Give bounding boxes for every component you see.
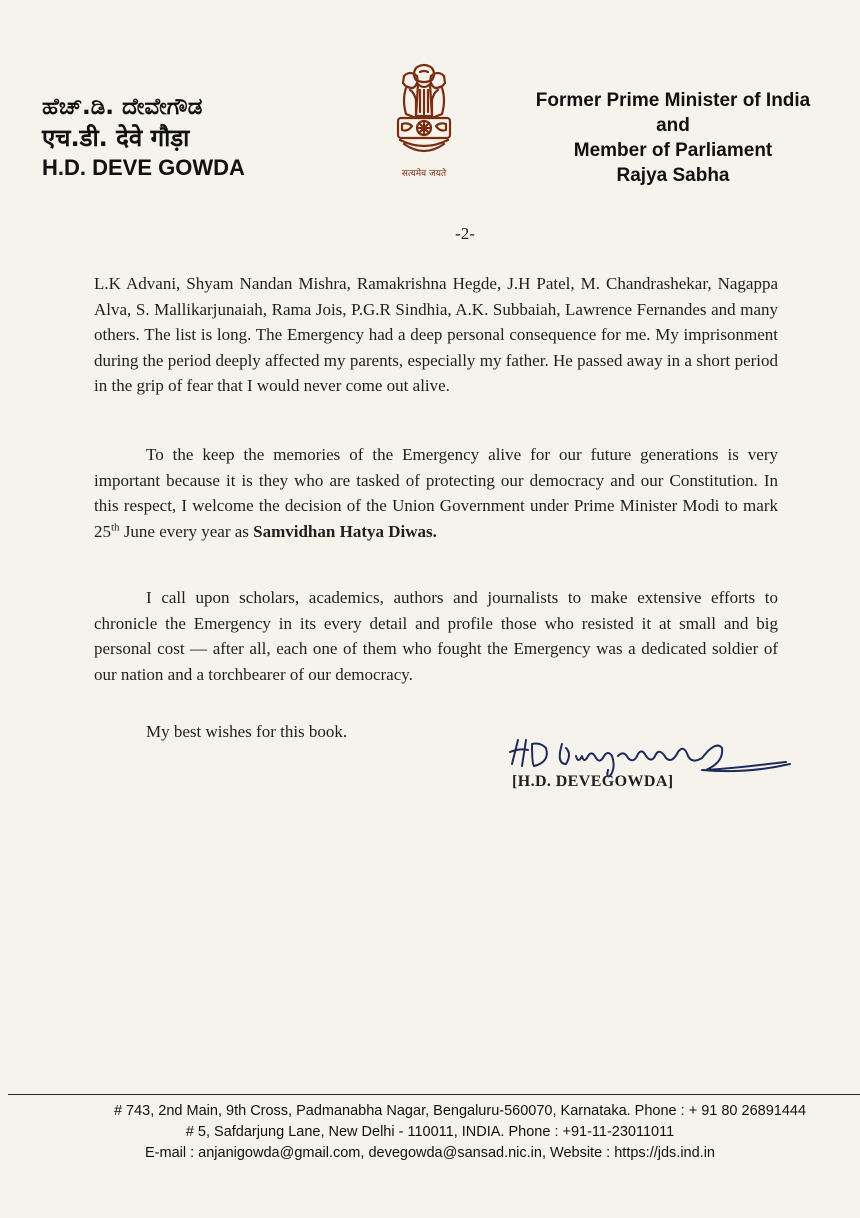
paragraph-3: I call upon scholars, academics, authors and journalists to make extensive efforts to chronicle the Emergency in its every detail and profile those who resisted it at small and big personal cost — after all, each one of them who fought the Emergency was a dedicated soldier of our nation and a torchbearer of our democracy. xyxy=(94,588,778,684)
signatory-name: [H.D. DEVEGOWDA] xyxy=(512,773,674,790)
letterhead-name-block xyxy=(42,92,245,182)
footer-bengaluru-address: # 743, 2nd Main, 9th Cross, Padmanabha Nagar, Bengaluru-560070, Karnataka. Phone : + 91 80 26891444 xyxy=(113,1103,807,1119)
page-number: -2- xyxy=(455,224,475,243)
letterhead-title-block xyxy=(508,88,838,188)
footer-address xyxy=(0,1101,860,1164)
name-hindi: एच.डी. देवे गौड़ा xyxy=(42,124,190,152)
title-line: Former Prime Minister of India xyxy=(535,90,811,111)
title-line: Member of Parliament xyxy=(573,140,773,161)
lion-capital-icon xyxy=(386,60,462,164)
paragraph-2 xyxy=(94,442,778,544)
samvidhan-hatya-diwas: Samvidhan Hatya Diwas. xyxy=(253,521,437,541)
title-line: and xyxy=(656,115,690,136)
paragraph-2-text: To the keep the memories of the Emergency alive for our future generations is very important because it is they who are tasked of protecting our democracy and our Constitution. In this respect, I welcome the decision of the Union Government under Prime Minister Modi to mark 25 xyxy=(94,445,778,541)
national-emblem xyxy=(386,60,462,182)
footer-contact: E-mail : anjanigowda@gmail.com, devegowda@sansad.nic.in, Website : https://jds.ind.in xyxy=(145,1145,715,1161)
footer-divider xyxy=(8,1094,860,1095)
name-kannada: ಹೆಚ್.ಡಿ. ದೇವೇಗೌಡ xyxy=(42,94,203,120)
ordinal-suffix: th xyxy=(111,521,120,534)
emblem-motto: सत्यमेव जयते xyxy=(401,169,447,179)
closing-line: My best wishes for this book. xyxy=(146,722,348,741)
paragraph-1: L.K Advani, Shyam Nandan Mishra, Ramakrishna Hegde, J.H Patel, M. Chandrashekar, Nagappa Alva, S. Mallikarjunaiah, Rama Jois, P.G.R Sindhia, A.K. Subbaiah, Lawrence Fernandes and many others. The list is long. The Emergency had a deep personal consequence for me. My imprisonment during the period deeply affected my parents, especially my father. He passed away in a short period in the grip of fear that I would never come out alive. xyxy=(94,274,778,396)
paragraph-2-continued: June every year as xyxy=(119,521,254,541)
footer-delhi-address: # 5, Safdarjung Lane, New Delhi - 110011, INDIA. Phone : +91-11-23011011 xyxy=(185,1124,675,1140)
title-line: Rajya Sabha xyxy=(616,165,730,186)
name-english: H.D. DEVE GOWDA xyxy=(42,155,245,180)
